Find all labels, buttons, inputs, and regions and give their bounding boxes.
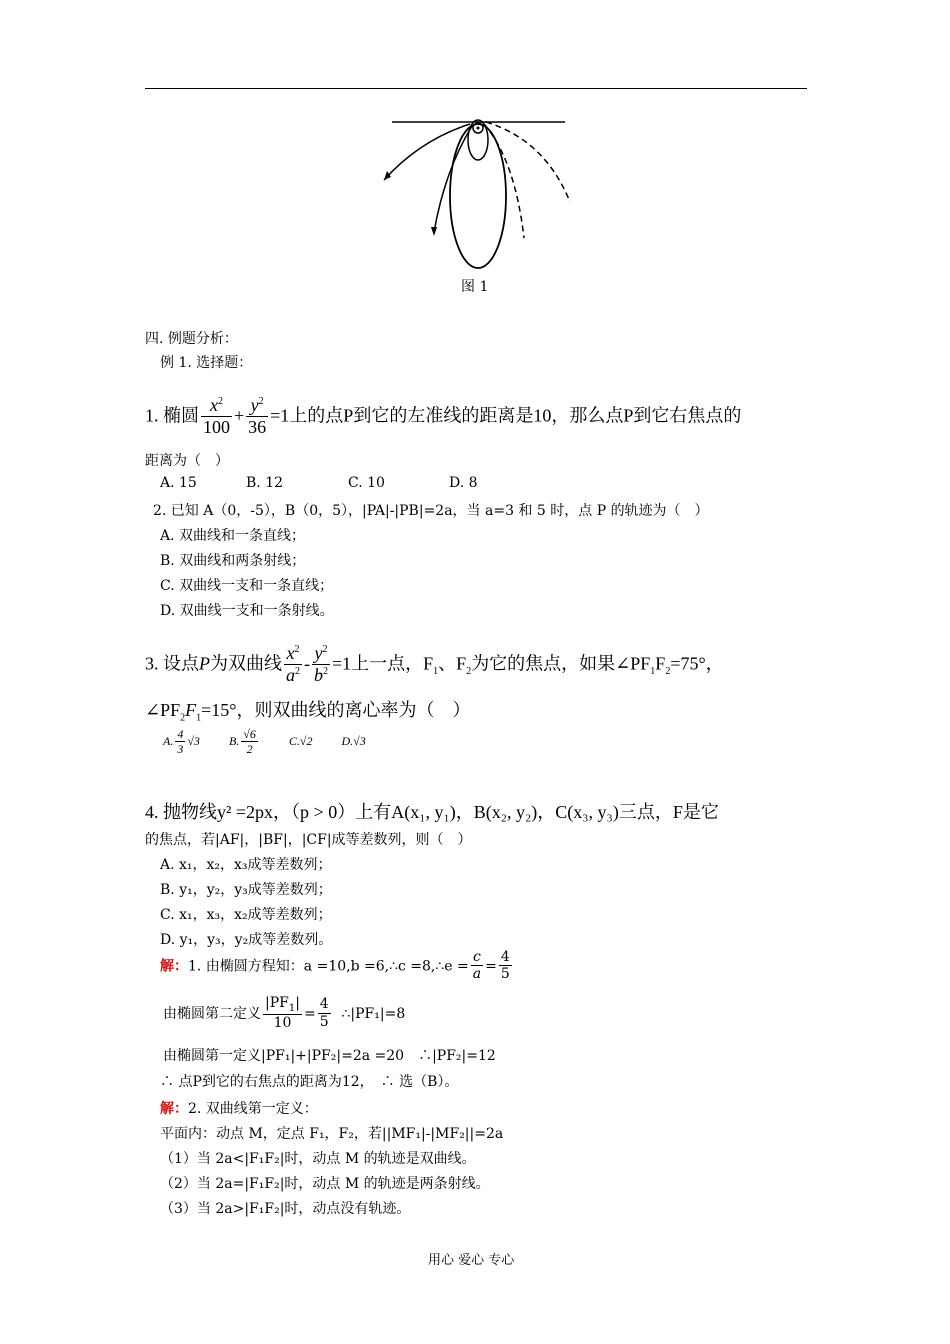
q4-line1: 4. 抛物线y² =2px，（p > 0）上有A(x₁, y₁)，B(x₂, y₂)，C(x₃, y₃)三点，F是它 xyxy=(145,802,719,822)
q4-option-c: C. x₁，x₃，x₂成等差数列； xyxy=(160,907,332,923)
parabola-left xyxy=(384,124,470,180)
q3-line1: 3. 设点P为双曲线 $\frac{x^2}{a^2}$ - $\frac{y^2}{b^2}$ =1上一点，$F_1$、$F_2$为它的焦点，如果$\angle PF_1F_2=75^\circ$， xyxy=(145,643,724,685)
section-title: 四. 例题分析： xyxy=(145,331,238,347)
trajectory-figure xyxy=(370,110,590,270)
q4-option-b: B. y₁，y₂，y₃成等差数列； xyxy=(160,882,332,898)
q3-line2: $\angle PF_2F_1=15^\circ$，则双曲线的离心率为（ ） xyxy=(145,700,471,724)
dashed-outer xyxy=(486,122,570,202)
header-rule xyxy=(145,88,807,89)
q3-options: A. $\frac{4}{3}$ √3 B. $\frac{√6}{2}$ C.√2 D.√3 xyxy=(163,727,366,757)
example-label: 例 1. 选择题： xyxy=(160,355,253,371)
q2-option-b: B. 双曲线和两条射线； xyxy=(160,553,306,569)
figure-caption: 图 1 xyxy=(461,279,489,295)
sol1-line3: 由椭圆第一定义|PF₁|+|PF₂|=2a =20 ∴|PF₂|=12 xyxy=(163,1048,496,1064)
q4-line2: 的焦点，若|AF|，|BF|，|CF|成等差数列，则（ ） xyxy=(145,832,472,848)
page-footer: 用心 爱心 专心 xyxy=(428,1253,515,1268)
sol1-line2: 由椭圆第二定义 $\frac{|PF_1|}{10}$ = $\frac{4}{5}$ ∴|PF₁|=8 xyxy=(163,995,406,1031)
sol2-line3: （1）当 2a<|F₁F₂|时，动点 M 的轨迹是双曲线。 xyxy=(160,1151,476,1167)
q1-option-c: C. 10 xyxy=(348,475,385,491)
sol2-line1: 解：2. 双曲线第一定义： xyxy=(160,1101,318,1117)
sol2-line5: （3）当 2a>|F₁F₂|时，动点没有轨迹。 xyxy=(160,1201,411,1217)
q4-option-a: A. x₁，x₂，x₃成等差数列； xyxy=(160,857,332,873)
q1-option-a: A. 15 xyxy=(160,475,197,491)
q1-line1: 1. 椭圆 $\frac{x^2}{100}$ + $\frac{y^2}{36}$ =1上的点P到它的左准线的距离是10，那么点P到它右焦点的 xyxy=(145,395,742,437)
q1-option-b: B. 12 xyxy=(246,475,284,491)
q1-line2: 距离为（ ） xyxy=(145,453,229,469)
sol1-line1: 解：1. 由椭圆方程知：a =10,b =6,∴c =8,∴e = $\frac{c}{a}$ = $\frac{4}{5}$ xyxy=(160,949,510,983)
sol2-line4: （2）当 2a=|F₁F₂|时，动点 M 的轨迹是两条射线。 xyxy=(160,1176,490,1192)
sol1-line4: ∴ 点P到它的右焦点的距离为12， ∴ 选（B）。 xyxy=(160,1074,459,1090)
q1-option-d: D. 8 xyxy=(449,475,478,491)
q2-stem: 2. 已知 A（0，-5），B（0，5），|PA|-|PB|=2a，当 a=3 和 5 时，点 P 的轨迹为（ ） xyxy=(153,503,709,519)
sol2-line2: 平面内：动点 M，定点 F₁，F₂，若||MF₁|-|MF₂||=2a xyxy=(160,1126,504,1142)
hyperbola-path xyxy=(434,126,472,232)
q2-option-a: A. 双曲线和一条直线； xyxy=(160,528,306,544)
q4-option-d: D. y₁，y₃，y₂成等差数列。 xyxy=(160,932,333,948)
q2-option-d: D. 双曲线一支和一条射线。 xyxy=(160,603,334,619)
q2-option-c: C. 双曲线一支和一条直线； xyxy=(160,578,334,594)
ellipse-orbit xyxy=(450,124,506,268)
